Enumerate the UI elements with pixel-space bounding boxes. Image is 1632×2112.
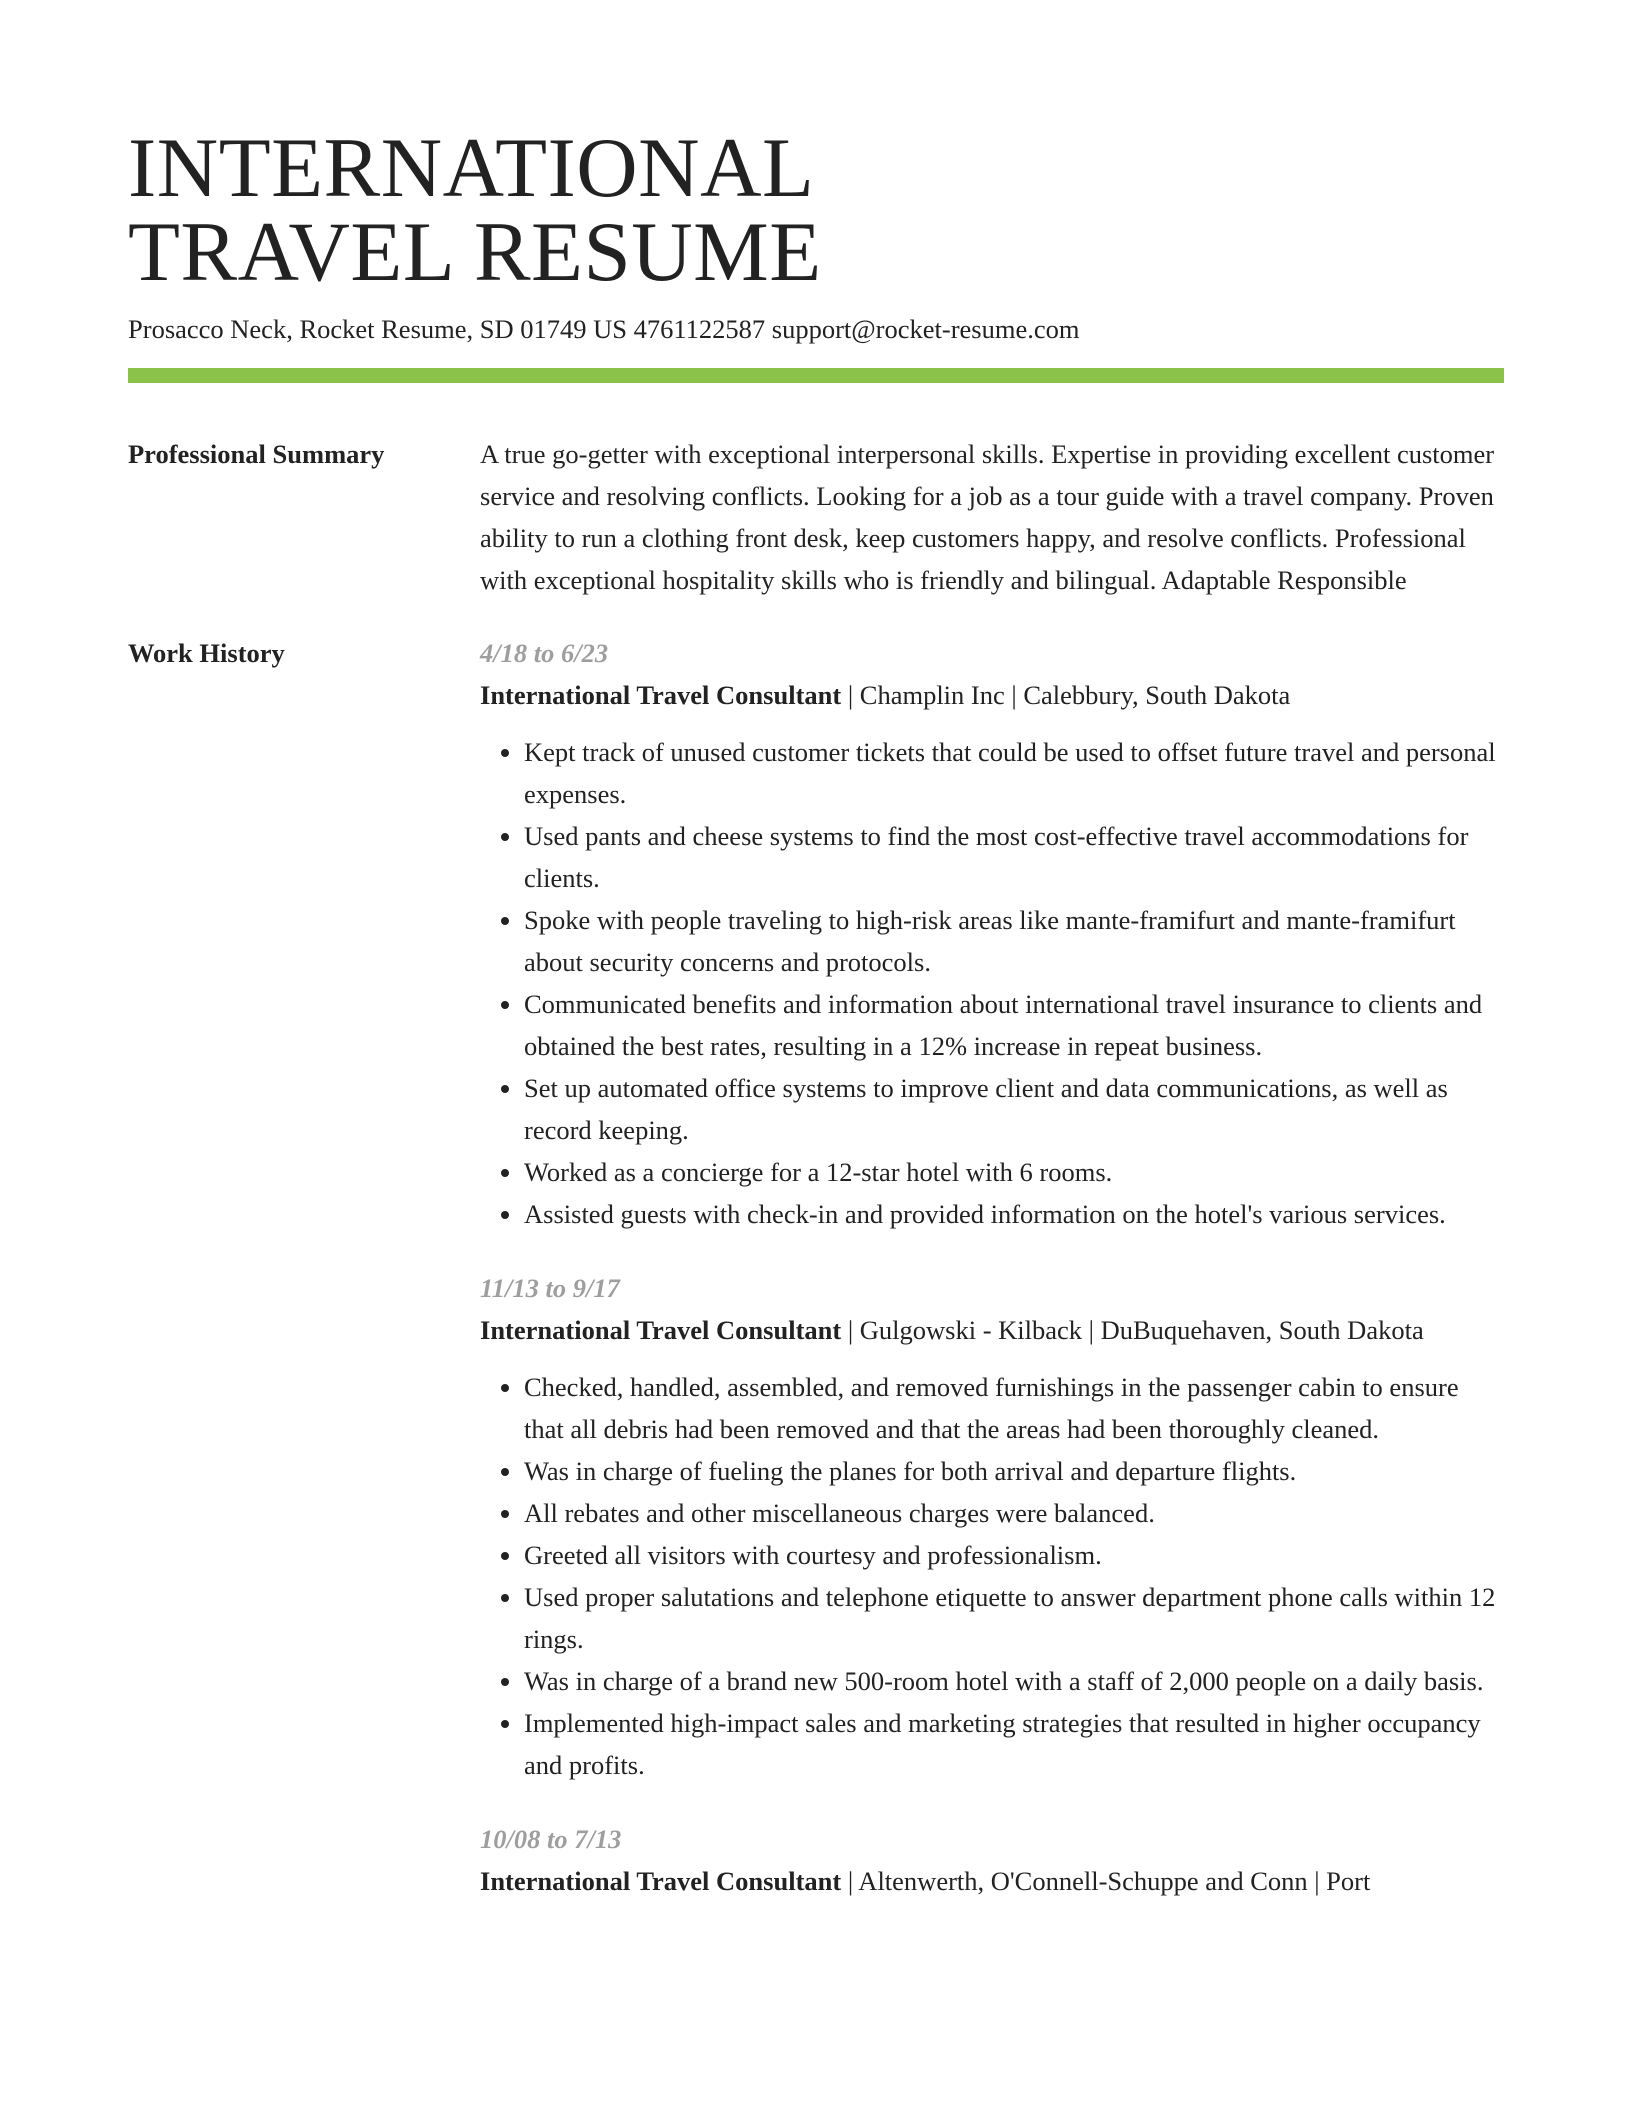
- section-label-work: Work History: [128, 638, 285, 668]
- job-title: International Travel Consultant: [480, 680, 842, 710]
- summary-text: A true go-getter with exceptional interpersonal skills. Expertise in providing excellent customer service and resolving conflicts. Looking for a job as a tour guide with a travel company. Proven ability to run a clothing front desk, keep customers happy, and resolve conflicts. Professional with exceptional hospitality skills who is friendly and bilingual. Adaptable Responsible: [480, 439, 1495, 595]
- contact-info: Prosacco Neck, Rocket Resume, SD 01749 US 4761122587 support@rocket-resume.com: [128, 314, 1080, 344]
- job-dates: 4/18 to 6/23: [480, 638, 609, 668]
- work-history-section: [128, 632, 1504, 1934]
- title-line-1: INTERNATIONAL: [128, 121, 815, 215]
- duty-item: • Was in charge of fueling the planes for both arrival and departure flights.: [524, 1450, 1504, 1492]
- job-heading: [480, 1309, 1504, 1351]
- job-entry: [480, 1267, 1504, 1786]
- summary-body: [480, 433, 1504, 601]
- duty-item: • Worked as a concierge for a 12-star hotel with 6 rooms.: [524, 1151, 1504, 1193]
- job-entry: [480, 632, 1504, 1235]
- job-title: International Travel Consultant: [480, 1866, 842, 1896]
- resume-page: [128, 0, 1504, 1934]
- duty-item: • Communicated benefits and information about international travel insurance to clients and obtained the best rates, resulting in a 12% increase in repeat business.: [524, 983, 1504, 1067]
- job-entry: [480, 1818, 1504, 1902]
- duty-item: • Checked, handled, assembled, and removed furnishings in the passenger cabin to ensure that all debris had been removed and that the areas had been thoroughly cleaned.: [524, 1366, 1504, 1450]
- work-history-body: [480, 632, 1504, 1934]
- professional-summary-section: [128, 433, 1504, 601]
- duty-item: • Kept track of unused customer tickets that could be used to offset future travel and personal expenses.: [524, 731, 1504, 815]
- resume-title: [128, 0, 1504, 299]
- job-details: | Champlin Inc | Calebbury, South Dakota: [841, 680, 1291, 710]
- job-dates: 10/08 to 7/13: [480, 1824, 622, 1854]
- duty-item: • Greeted all visitors with courtesy and professionalism.: [524, 1534, 1504, 1576]
- section-label-summary: Professional Summary: [128, 439, 385, 469]
- job-heading: [480, 1860, 1504, 1902]
- job-heading: [480, 674, 1504, 716]
- duty-item: • Set up automated office systems to improve client and data communications, as well as record keeping.: [524, 1067, 1504, 1151]
- duty-item: • Was in charge of a brand new 500-room hotel with a staff of 2,000 people on a daily basis.: [524, 1660, 1504, 1702]
- job-title: International Travel Consultant: [480, 1315, 842, 1345]
- accent-divider: [128, 368, 1504, 383]
- job-dates: 11/13 to 9/17: [480, 1273, 620, 1303]
- duty-item: • Implemented high-impact sales and marketing strategies that resulted in higher occupancy and profits.: [524, 1702, 1504, 1786]
- job-details: | Altenwerth, O'Connell-Schuppe and Conn | Port: [841, 1866, 1371, 1896]
- duties-list: [480, 731, 1504, 1235]
- duty-item: • Used pants and cheese systems to find the most cost-effective travel accommodations for clients.: [524, 815, 1504, 899]
- duty-item: • All rebates and other miscellaneous charges were balanced.: [524, 1492, 1504, 1534]
- job-details: | Gulgowski - Kilback | DuBuquehaven, South Dakota: [841, 1315, 1424, 1345]
- title-line-2: TRAVEL RESUME: [128, 205, 822, 299]
- duty-item: • Spoke with people traveling to high-risk areas like mante-framifurt and mante-framifurt about security concerns and protocols.: [524, 899, 1504, 983]
- duty-item: • Assisted guests with check-in and provided information on the hotel's various services.: [524, 1193, 1504, 1235]
- duty-item: • Used proper salutations and telephone etiquette to answer department phone calls within 12 rings.: [524, 1576, 1504, 1660]
- duties-list: [480, 1366, 1504, 1786]
